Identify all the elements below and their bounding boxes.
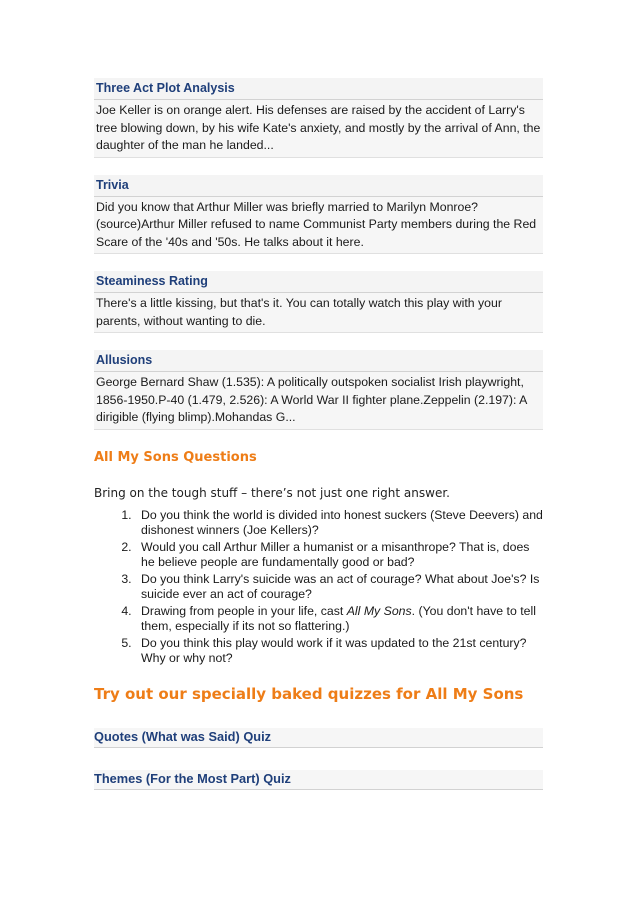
quiz-link-quotes[interactable]: Quotes (What was Said) Quiz xyxy=(94,728,543,748)
section-title[interactable]: Trivia xyxy=(94,175,543,197)
question-item xyxy=(135,604,543,635)
section-body: Joe Keller is on orange alert. His defenses are raised by the accident of Larry's tree blowing down, by his wife Kate's anxiety, and mostly by the arrival of Ann, the daughter of the man he landed... xyxy=(94,100,543,158)
question-text-after: . (You don't have to tell them, especially if its not so flattering.) xyxy=(141,603,536,633)
question-item: 3. Do you think Larry's suicide was an act of courage? What about Joe's? Is suicide ever an act of courage? xyxy=(135,572,543,603)
section-body: Did you know that Arthur Miller was briefly married to Marilyn Monroe? (source)Arthur Miller refused to name Communist Party members during the Red Scare of the '40s and '50s. He talks about it here. xyxy=(94,197,543,255)
section-title[interactable]: Allusions xyxy=(94,350,543,372)
section-title[interactable]: Three Act Plot Analysis xyxy=(94,78,543,100)
question-text-before: Drawing from people in your life, cast xyxy=(141,603,347,618)
question-item: 2. Would you call Arthur Miller a humanist or a misanthrope? That is, does he believe people are fundamentally good or bad? xyxy=(135,540,543,571)
section-allusions xyxy=(94,350,543,430)
section-plot-analysis xyxy=(94,78,543,158)
section-steaminess-rating xyxy=(94,271,543,333)
section-title[interactable]: Steaminess Rating xyxy=(94,271,543,293)
section-trivia xyxy=(94,175,543,255)
questions-heading: All My Sons Questions xyxy=(94,449,257,465)
quiz-link-themes[interactable]: Themes (For the Most Part) Quiz xyxy=(94,770,543,790)
section-body: George Bernard Shaw (1.535): A politically outspoken socialist Irish playwright, 1856-1950.P-40 (1.479, 2.526): A World War II fighter plane.Zeppelin (2.197): A dirigible (flying blimp).Mohandas G... xyxy=(94,372,543,430)
questions-list xyxy=(94,508,543,667)
questions-intro: Bring on the tough stuff – there’s not just one right answer. xyxy=(94,485,450,500)
section-body: There's a little kissing, but that's it. You can totally watch this play with your parents, without wanting to die. xyxy=(94,293,543,333)
document-page xyxy=(94,78,543,790)
question-item: 5. Do you think this play would work if it was updated to the 21st century? Why or why not? xyxy=(135,636,543,667)
quizzes-heading: Try out our specially baked quizzes for All My Sons xyxy=(94,684,524,703)
play-title: All My Sons xyxy=(346,603,412,618)
question-item: 1. Do you think the world is divided into honest suckers (Steve Deevers) and dishonest winners (Joe Kellers)? xyxy=(135,508,543,539)
